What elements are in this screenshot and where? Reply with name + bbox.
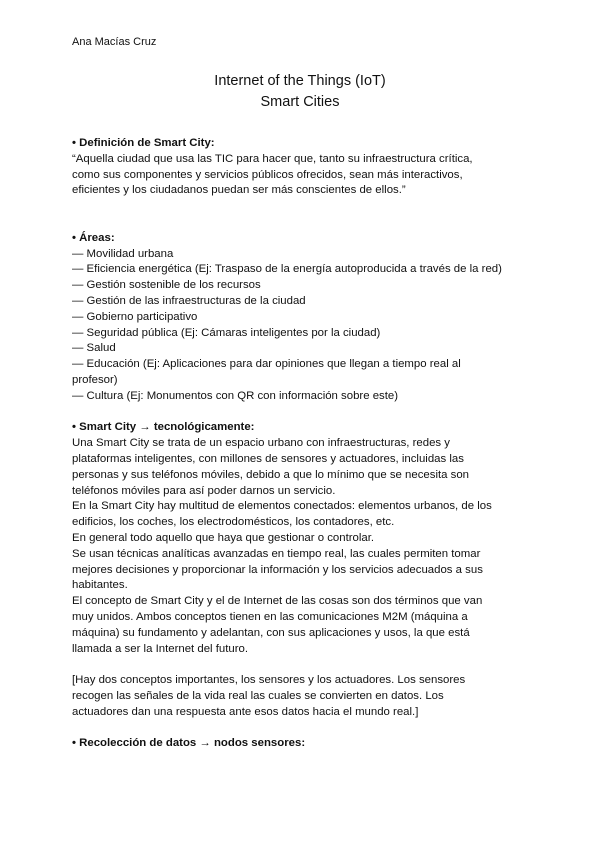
definition-line: “Aquella ciudad que usa las TIC para hacer que, tanto su infraestructura crítica,: [72, 152, 473, 165]
author-name: Ana Macías Cruz: [72, 36, 157, 48]
paragraph-line: teléfonos móviles para así poder darnos un servicio.: [72, 484, 336, 497]
area-item: — Seguridad pública (Ej: Cámaras inteligentes por la ciudad): [72, 326, 381, 339]
paragraph-line: Una Smart City se trata de un espacio urbano con infraestructuras, redes y: [72, 437, 450, 450]
paragraph-line: Se usan técnicas analíticas avanzadas en tiempo real, las cuales permiten tomar: [72, 547, 481, 560]
area-item: profesor): [72, 373, 118, 386]
area-item: — Cultura (Ej: Monumentos con QR con información sobre este): [72, 389, 399, 402]
definition-line: como sus componentes y servicios públicos ofrecidos, sean más interactivos,: [72, 168, 463, 181]
area-item: — Salud: [72, 342, 116, 355]
area-item: — Eficiencia energética (Ej: Traspaso de la energía autoproducida a través de la red): [72, 263, 502, 276]
section-heading-areas: • Áreas:: [72, 231, 115, 244]
section-heading-definition: • Definición de Smart City:: [72, 137, 215, 149]
paragraph-line: muy unidos. Ambos conceptos tienen en las comunicaciones M2M (máquina a: [72, 610, 468, 623]
paragraph-line: personas y sus teléfonos móviles, debido a que lo mínimo que se necesita son: [72, 468, 470, 481]
note-line: [Hay dos conceptos importantes, los sensores y los actuadores. Los sensores: [72, 674, 466, 687]
paragraph-line: llamada a ser la Internet del futuro.: [72, 642, 249, 655]
document-title: Internet of the Things (IoT): [214, 73, 386, 89]
paragraph-line: mejores decisiones y proporcionar la información y los servicios adecuados a sus: [72, 563, 483, 576]
document-body: [72, 136, 532, 752]
note-line: recogen las señales de la vida real las cuales se convierten en datos. Los: [72, 689, 444, 702]
paragraph-line: El concepto de Smart City y el de Internet de las cosas son dos términos que van: [72, 595, 483, 608]
paragraph-line: edificios, los coches, los electrodomésticos, los contadores, etc.: [72, 516, 395, 529]
area-item: — Gestión sostenible de los recursos: [72, 279, 261, 292]
document-subtitle: Smart Cities: [260, 94, 340, 110]
area-item: — Movilidad urbana: [72, 247, 174, 260]
area-item: — Gobierno participativo: [72, 310, 198, 323]
area-item: — Gestión de las infraestructuras de la ciudad: [72, 294, 306, 307]
section-heading-technology: • Smart City → tecnológicamente:: [72, 421, 255, 434]
definition-line: eficientes y los ciudadanos puedan ser más conscientes de ellos.”: [72, 184, 406, 197]
section-heading-data-collection: • Recolección de datos → nodos sensores:: [72, 737, 306, 750]
paragraph-line: habitantes.: [72, 579, 128, 592]
paragraph-line: plataformas inteligentes, con millones de sensores y actuadores, incluidas las: [72, 452, 464, 465]
paragraph-line: En general todo aquello que haya que gestionar o controlar.: [72, 531, 375, 544]
paragraph-line: máquina) su fundamento y adelantan, con sus aplicaciones y usos, la que está: [72, 626, 470, 639]
paragraph-line: En la Smart City hay multitud de elementos conectados: elementos urbanos, de los: [72, 500, 492, 513]
area-item: — Educación (Ej: Aplicaciones para dar opiniones que llegan a tiempo real al: [72, 358, 461, 371]
note-line: actuadores dan una respuesta ante esos datos hacia el mundo real.]: [72, 705, 419, 718]
